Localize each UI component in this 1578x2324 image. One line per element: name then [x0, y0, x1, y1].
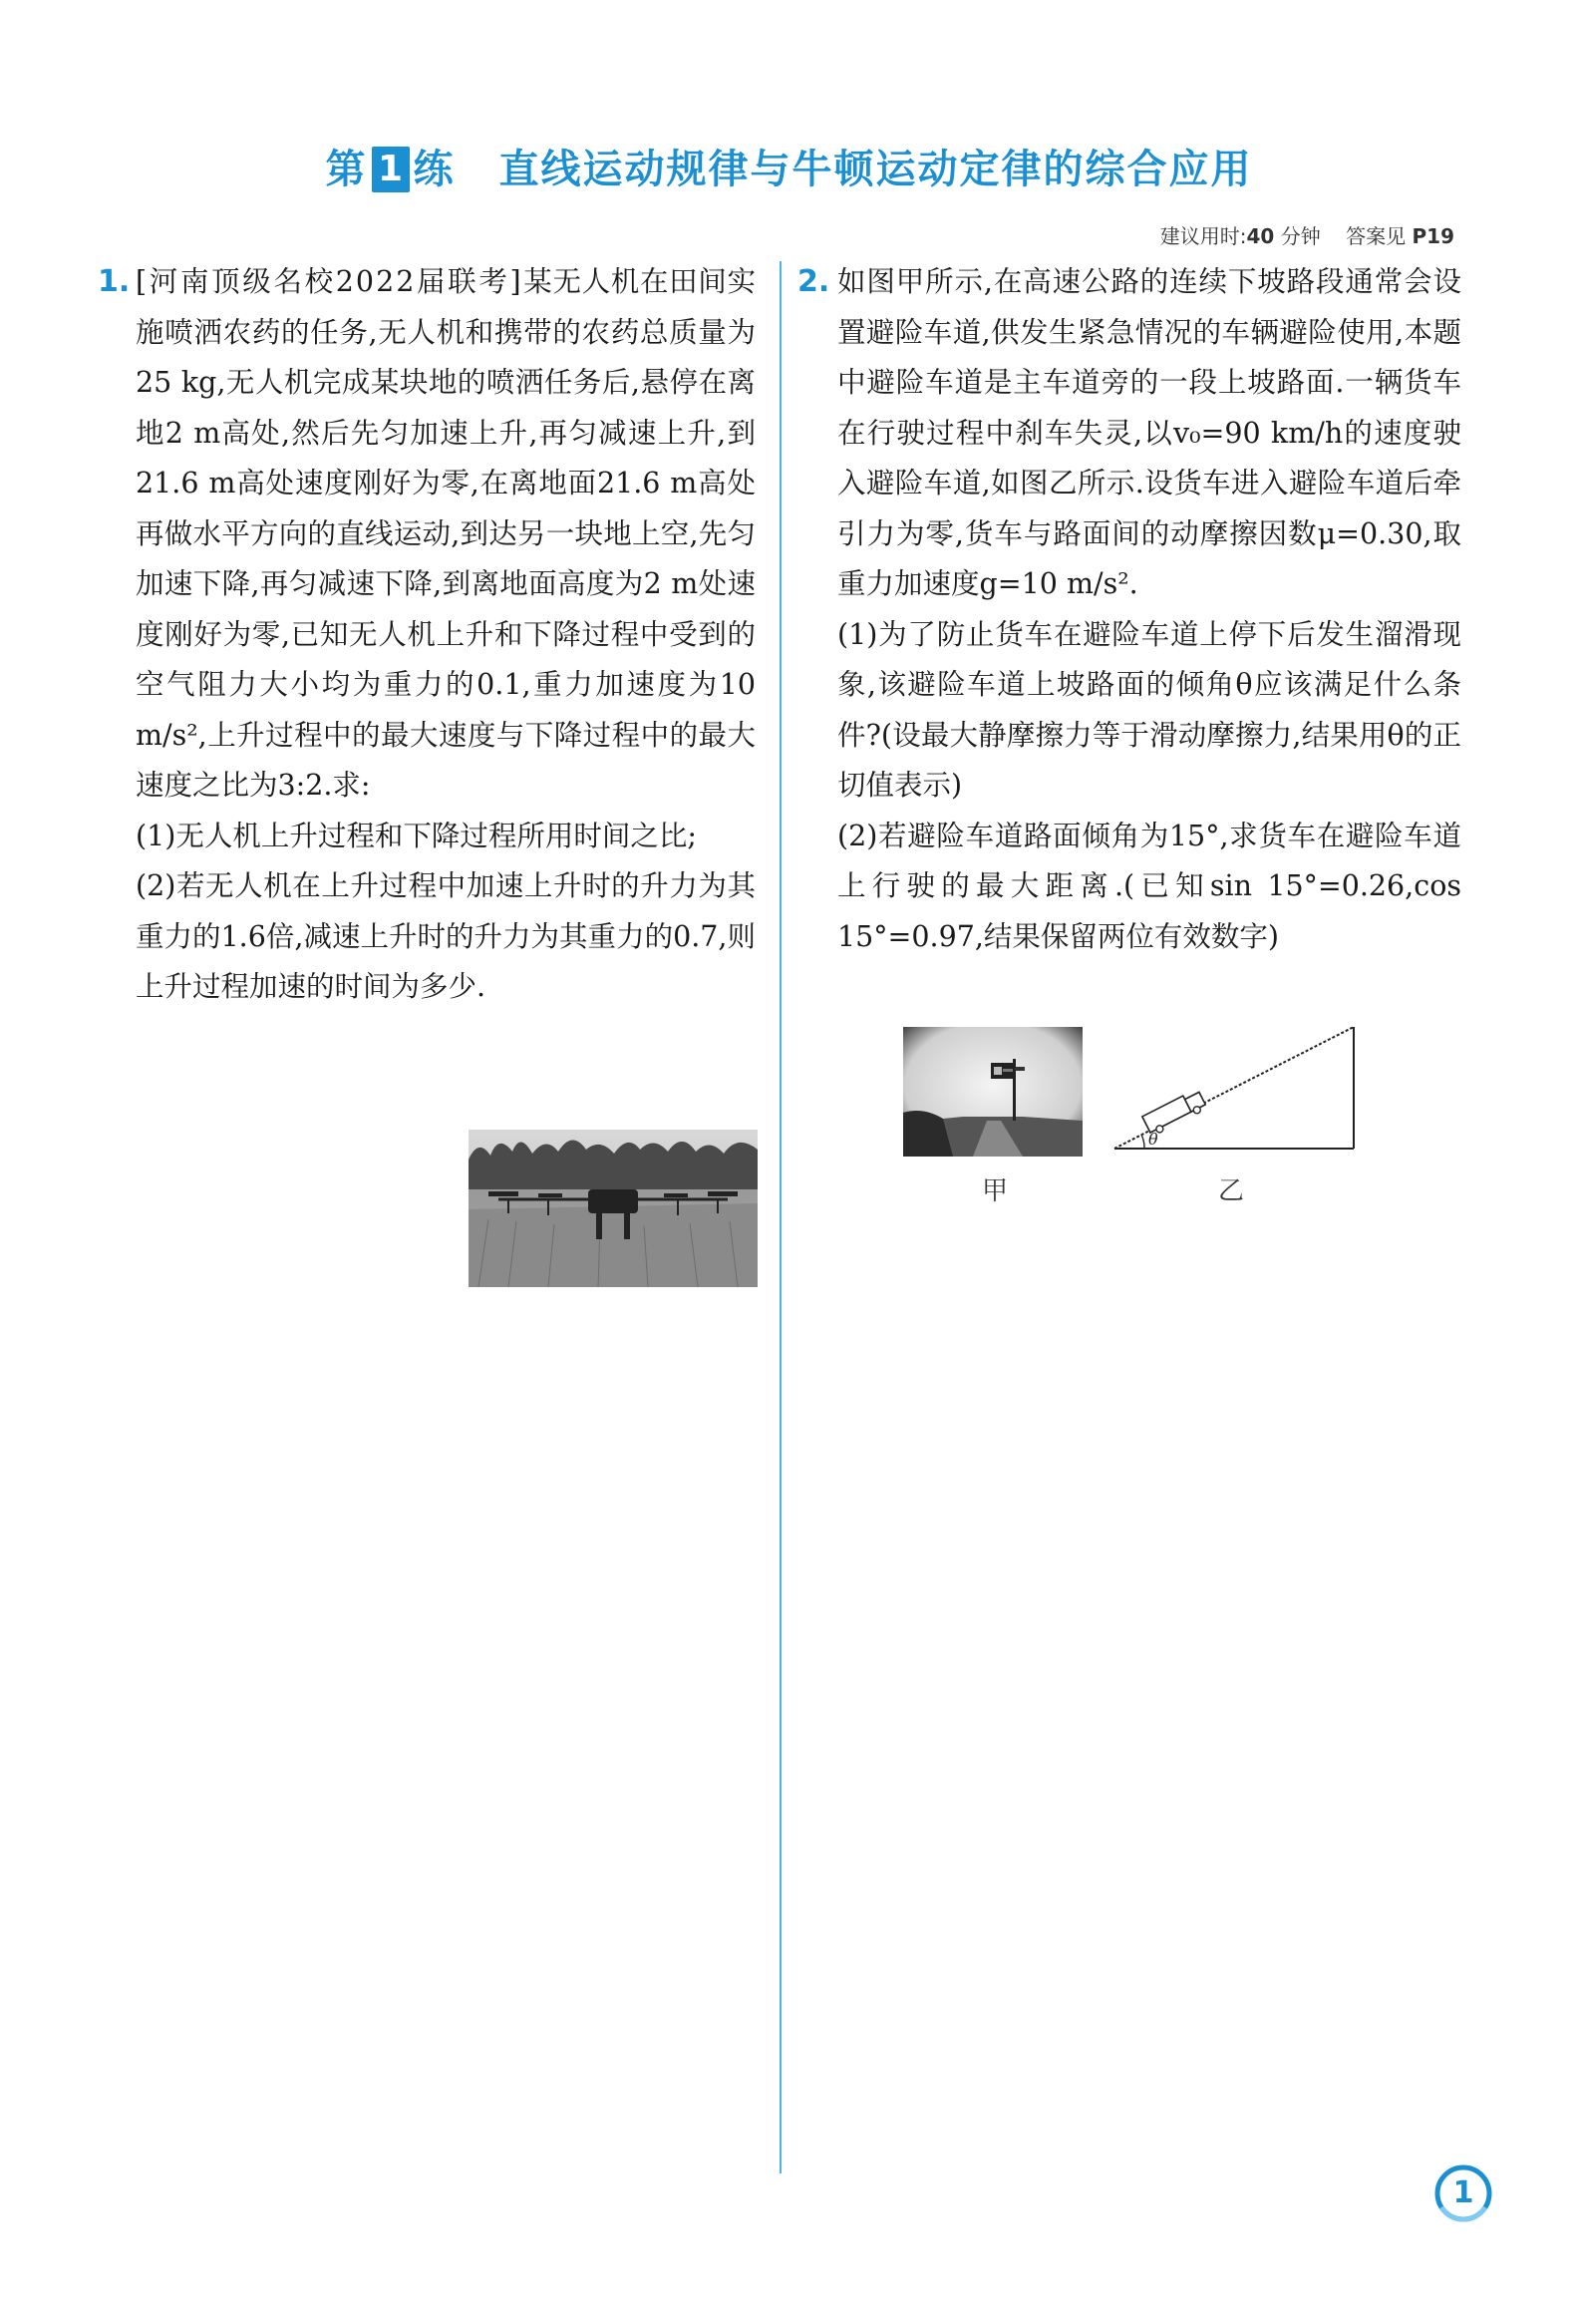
time-label: 建议用时:	[1159, 224, 1247, 248]
drone-photo	[469, 1130, 758, 1287]
question-text: 某无人机在田间实施喷洒农药的任务,无人机和携带的农药总质量为25 kg,无人机完成某块地的喷洒任务后,悬停在离地2 m高处,然后先匀加速上升,再匀减速上升,到21.6 m高处速度刚好为零,在离地面21.6 m高处再做水平方向的直线运动,到达另一块地上空,先匀加速下降,再匀减速下降,到离地面高度为2 m处速度刚好为零,已知无人机上升和下降过程中受到的空气阻力大小均为重力的0.1,重力加速度为10 m/s²,上升过程中的最大速度与下降过程中的最大速度之比为3:2.求:	[136, 265, 756, 802]
time-unit: 分钟	[1274, 224, 1321, 248]
question-2	[797, 257, 1461, 962]
question-1	[98, 257, 756, 1013]
sub-question-1: (1)为了防止货车在避险车道上停下后发生溜滑现象,该避险车道上坡路面的倾角θ应该满足什么条件?(设最大静摩擦力等于滑动摩擦力,结果用θ的正切值表示)	[837, 617, 1461, 802]
question-number: 2.	[797, 264, 830, 299]
exercise-number-badge: 1	[372, 147, 410, 192]
sub-question-2: (2)若避险车道路面倾角为15°,求货车在避险车道上行驶的最大距离.(已知sin 15°=0.26,cos 15°=0.97,结果保留两位有效数字)	[837, 819, 1461, 953]
question-number: 1.	[98, 264, 131, 299]
question-body	[837, 257, 1461, 962]
title-text: 直线运动规律与牛顿运动定律的综合应用	[498, 147, 1253, 192]
time-value: 40	[1246, 224, 1275, 248]
question-source: [河南顶级名校2022届联考]	[136, 265, 523, 298]
title-suffix: 练	[413, 147, 456, 192]
title-prefix: 第	[325, 147, 368, 192]
question-stem	[136, 257, 756, 812]
slope-diagram	[1110, 1021, 1360, 1159]
escape-lane-photo	[903, 1027, 1083, 1157]
exercise-meta	[1160, 220, 1454, 249]
question-body	[136, 257, 756, 1013]
angle-label: θ	[1148, 1130, 1158, 1149]
question-stem: 如图甲所示,在高速公路的连续下坡路段通常会设置避险车道,供发生紧急情况的车辆避险使用,本题中避险车道是主车道旁的一段上坡路面.一辆货车在行驶过程中刹车失灵,以v₀=90 km/h的速度驶入避险车道,如图乙所示.设货车进入避险车道后牵引力为零,货车与路面间的动摩擦因数μ=0.30,取重力加速度g=10 m/s².	[837, 265, 1461, 600]
column-divider	[780, 261, 782, 2173]
figure-caption-yi: 乙	[1218, 1176, 1245, 1206]
figure-caption-jia: 甲	[982, 1176, 1009, 1206]
page-title	[0, 138, 1578, 194]
answer-page: P19	[1412, 224, 1454, 248]
sub-question-1: (1)无人机上升过程和下降过程所用时间之比;	[136, 819, 697, 852]
page-number: 1	[1452, 2175, 1474, 2210]
answer-label: 答案见	[1346, 224, 1413, 248]
page-number-badge	[1433, 2163, 1493, 2223]
sub-question-2: (2)若无人机在上升过程中加速上升时的升力为其重力的1.6倍,减速上升时的升力为其重力的0.7,则上升过程加速的时间为多少.	[136, 869, 756, 1003]
